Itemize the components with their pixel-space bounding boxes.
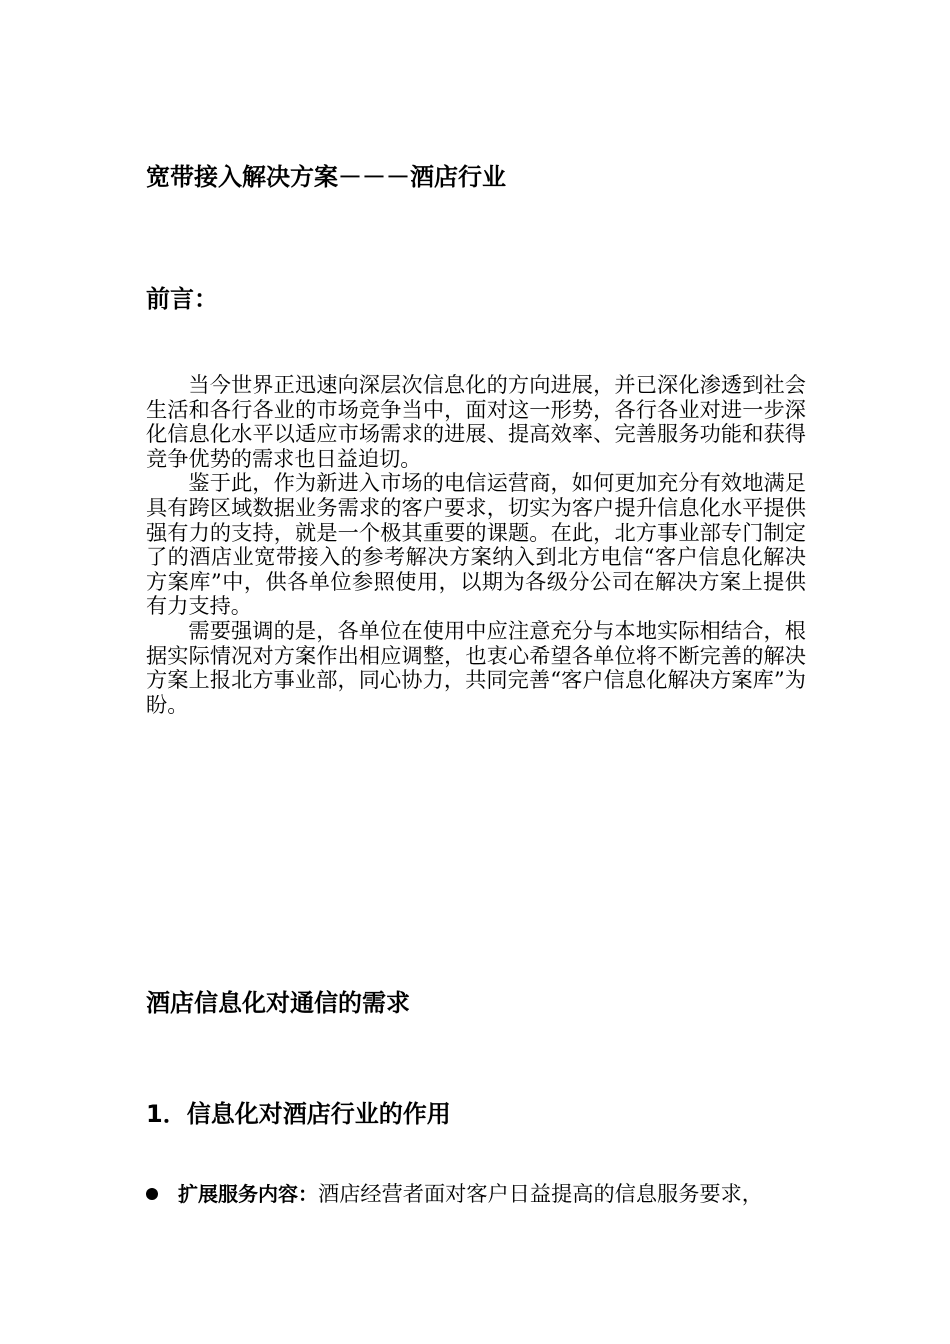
section-heading: 酒店信息化对通信的需求 (146, 989, 410, 1017)
bullet-text: 酒店经营者面对客户日益提高的信息服务要求， (318, 1181, 763, 1206)
preface-heading: 前言： (146, 285, 218, 313)
preface-paragraph-2: 鉴于此，作为新进入市场的电信运营商，如何更加充分有效地满足具有跨区域数据业务需求的客户要求，切实为客户提升信息化水平提供强有力的支持，就是一个极其重要的课题。在此，北方事业部专门制定了的酒店业宽带接入的参考解决方案纳入到北方电信“客户信息化解决方案库”中，供各单位参照使用，以期为各级分公司在解决方案上提供有力支持。 (146, 470, 806, 619)
bullet-dot-icon (146, 1188, 158, 1200)
preface-body (146, 373, 806, 717)
bullet-label: 扩展服务内容： (178, 1182, 318, 1206)
bullet-item (146, 1180, 806, 1208)
document-title: 宽带接入解决方案－－－酒店行业 (146, 163, 506, 191)
preface-paragraph-3: 需要强调的是，各单位在使用中应注意充分与本地实际相结合，根据实际情况对方案作出相应调整，也衷心希望各单位将不断完善的解决方案上报北方事业部，同心协力，共同完善“客户信息化解决方案库”为盼。 (146, 617, 806, 717)
preface-paragraph-1: 当今世界正迅速向深层次信息化的方向进展，并已深化渗透到社会生活和各行各业的市场竞争当中，面对这一形势，各行各业对进一步深化信息化水平以适应市场需求的进展、提高效率、完善服务功能和获得竞争优势的需求也日益迫切。 (146, 372, 806, 471)
subsection-heading: 1．信息化对酒店行业的作用 (146, 1100, 451, 1128)
